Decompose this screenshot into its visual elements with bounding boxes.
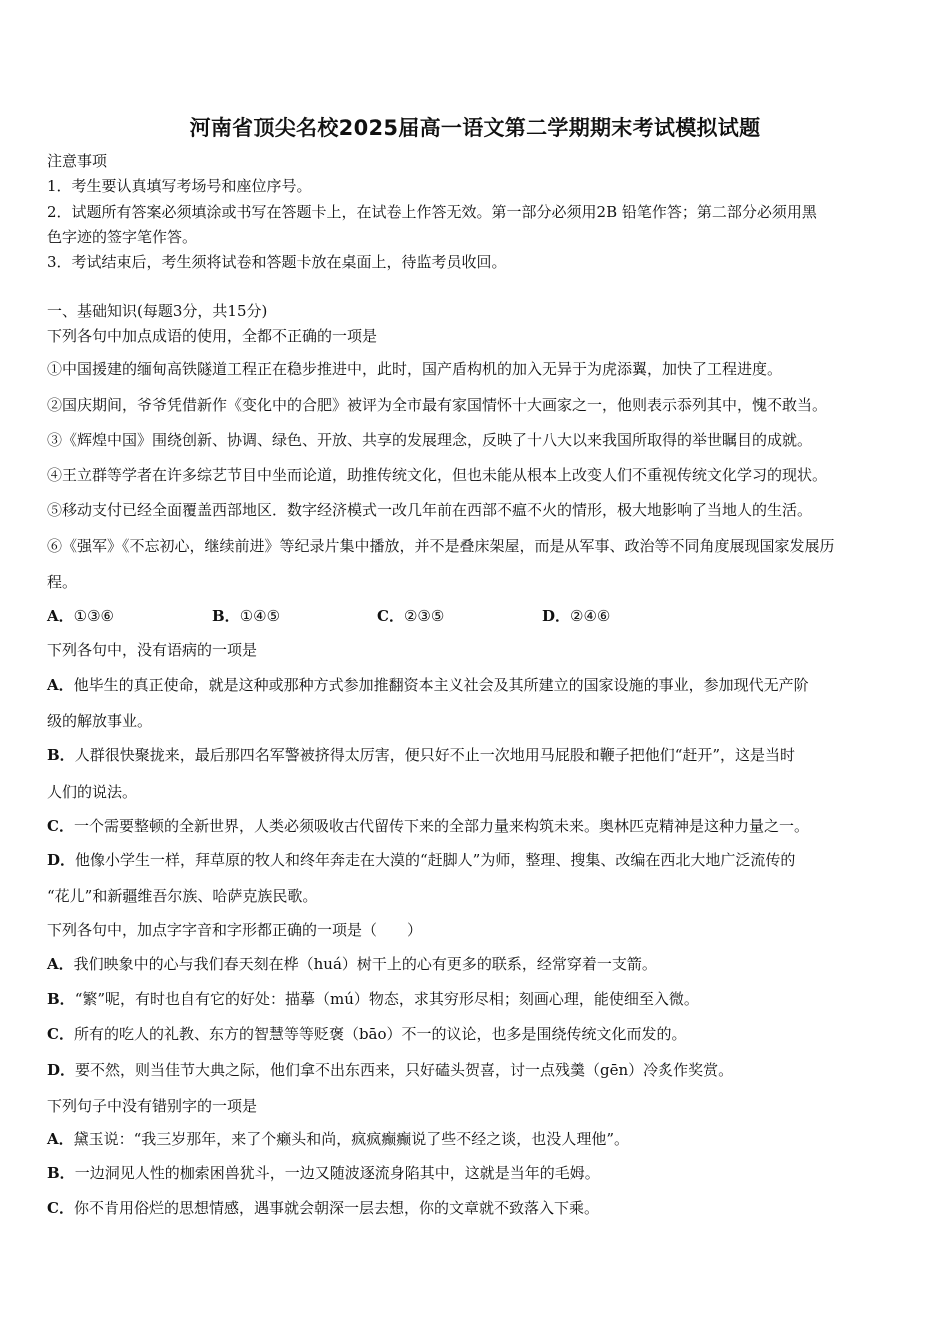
option-text: 人群很快聚拢来，最后那四名军警被挤得太厉害，便只好不止一次地用马屁股和鞭子把他们“赶开”，这是当时 [74,746,796,764]
option-letter: B． [47,990,75,1008]
question-line [47,675,917,695]
answer-option-b[interactable] [212,606,280,626]
option-text: “繁”呢，有时也自有它的好处：描摹（mú）物态，求其穷形尽相；刻画心理，能使细至入微。 [74,990,699,1008]
option-text: ①④⑤ [239,607,281,625]
question-stem: 下列各句中，没有语病的一项是 [47,641,258,659]
option-letter: B． [47,1164,75,1182]
option-text: ②④⑥ [570,607,611,625]
option-letter: D． [542,607,571,625]
notice-item: 色字迹的签字笔作答。 [47,228,198,246]
question-line: ①中国援建的缅甸高铁隧道工程正在稳步推进中，此时，国产盾构机的加入无异于为虎添翼，加快了工程进度。 [47,360,783,378]
option-text: 要不然，则当佳节大典之际，他们拿不出东西来，只好磕头贺喜，讨一点残羹（gēn）冷炙作奖赏。 [75,1061,734,1079]
answer-option-c[interactable] [377,606,444,626]
page-title: 河南省顶尖名校2025届高一语文第二学期期末考试模拟试题 [189,116,761,140]
option-letter: A． [47,1130,74,1148]
option-text: 他毕生的真正使命，就是这种或那种方式参加推翻资本主义社会及其所建立的国家设施的事业，参加现代无产阶 [73,676,809,694]
option-text: 他像小学生一样，拜草原的牧人和终年奔走在大漠的“赶脚人”为师，整理、搜集、改编在西北大地广泛流传的 [75,851,796,869]
option-letter: A． [47,607,74,625]
option-text: 我们映象中的心与我们春天刻在桦（huá）树干上的心有更多的联系，经常穿着一支箭。 [73,955,657,973]
question-line: 程。 [47,573,78,591]
question-line [47,1198,917,1218]
question-stem: 下列各句中，加点字字音和字形都正确的一项是（ ） [47,921,423,939]
option-letter: C． [47,1025,74,1043]
option-letter: C． [377,607,404,625]
question-line [47,745,917,765]
question-stem: 下列句子中没有错别字的一项是 [47,1097,258,1115]
question-line [47,1024,917,1044]
question-stem: 下列各句中加点成语的使用，全都不正确的一项是 [47,327,378,345]
notice-heading: 注意事项 [47,152,108,170]
notice-item: 1．考生要认真填写考场号和座位序号。 [47,177,312,195]
question-line: 人们的说法。 [47,783,138,801]
option-text: 黛玉说：“我三岁那年，来了个癞头和尚，疯疯癫癫说了些不经之谈，也没人理他”。 [73,1130,629,1148]
question-line: 级的解放事业。 [47,712,153,730]
question-line: ④王立群等学者在许多综艺节目中坐而论道，助推传统文化，但也未能从根本上改变人们不重视传统文化学习的现状。 [47,466,828,484]
option-text: ②③⑤ [403,607,445,625]
question-line [47,954,917,974]
option-letter: C． [47,1199,74,1217]
question-line: ②国庆期间，爷爷凭借新作《变化中的合肥》被评为全市最有家国情怀十大画家之一，他则表示忝列其中，愧不敢当。 [47,396,828,414]
notice-item: 3．考试结束后，考生须将试卷和答题卡放在桌面上，待监考员收回。 [47,253,507,271]
question-line: ⑤移动支付已经全面覆盖西部地区．数字经济模式一改几年前在西部不瘟不火的情形，极大地影响了当地人的生活。 [47,501,813,519]
question-line [47,1129,917,1149]
answer-option-a[interactable] [47,606,114,626]
option-letter: C． [47,817,74,835]
option-letter: A． [47,676,74,694]
question-line [47,1163,917,1183]
option-letter: A． [47,955,74,973]
question-line: ③《辉煌中国》围绕创新、协调、绿色、开放、共享的发展理念，反映了十八大以来我国所取得的举世瞩目的成就。 [47,431,813,449]
option-letter: D． [47,851,76,869]
option-text: ①③⑥ [73,607,114,625]
option-text: 一个需要整顿的全新世界，人类必须吸收古代留传下来的全部力量来构筑未来。奥林匹克精神是这种力量之一。 [73,817,809,835]
question-line [47,1060,917,1080]
option-text: 所有的吃人的礼教、东方的智慧等等贬褒（bāo）不一的议论，也多是围绕传统文化而发的。 [73,1025,687,1043]
option-letter: D． [47,1061,76,1079]
option-text: 一边洞见人性的枷索困兽犹斗，一边又随波逐流身陷其中，这就是当年的毛姆。 [74,1164,600,1182]
option-text: 你不肯用俗烂的思想情感，遇事就会朝深一层去想，你的文章就不致落入下乘。 [73,1199,599,1217]
question-line: ⑥《强军》《不忘初心，继续前进》等纪录片集中播放，并不是叠床架屋，而是从军事、政治等不同角度展现国家发展历 [47,537,835,555]
answer-option-d[interactable] [542,606,610,626]
option-letter: B． [47,746,75,764]
question-line [47,850,917,870]
notice-item: 2．试题所有答案必须填涂或书写在答题卡上，在试卷上作答无效。第一部分必须用2B 铅笔作答；第二部分必须用黑 [47,203,817,221]
question-line [47,816,917,836]
question-line [47,989,917,1009]
question-line: “花儿”和新疆维吾尔族、哈萨克族民歌。 [47,887,318,905]
section-heading: 一、基础知识(每题3分，共15分) [47,302,268,320]
option-letter: B． [212,607,240,625]
